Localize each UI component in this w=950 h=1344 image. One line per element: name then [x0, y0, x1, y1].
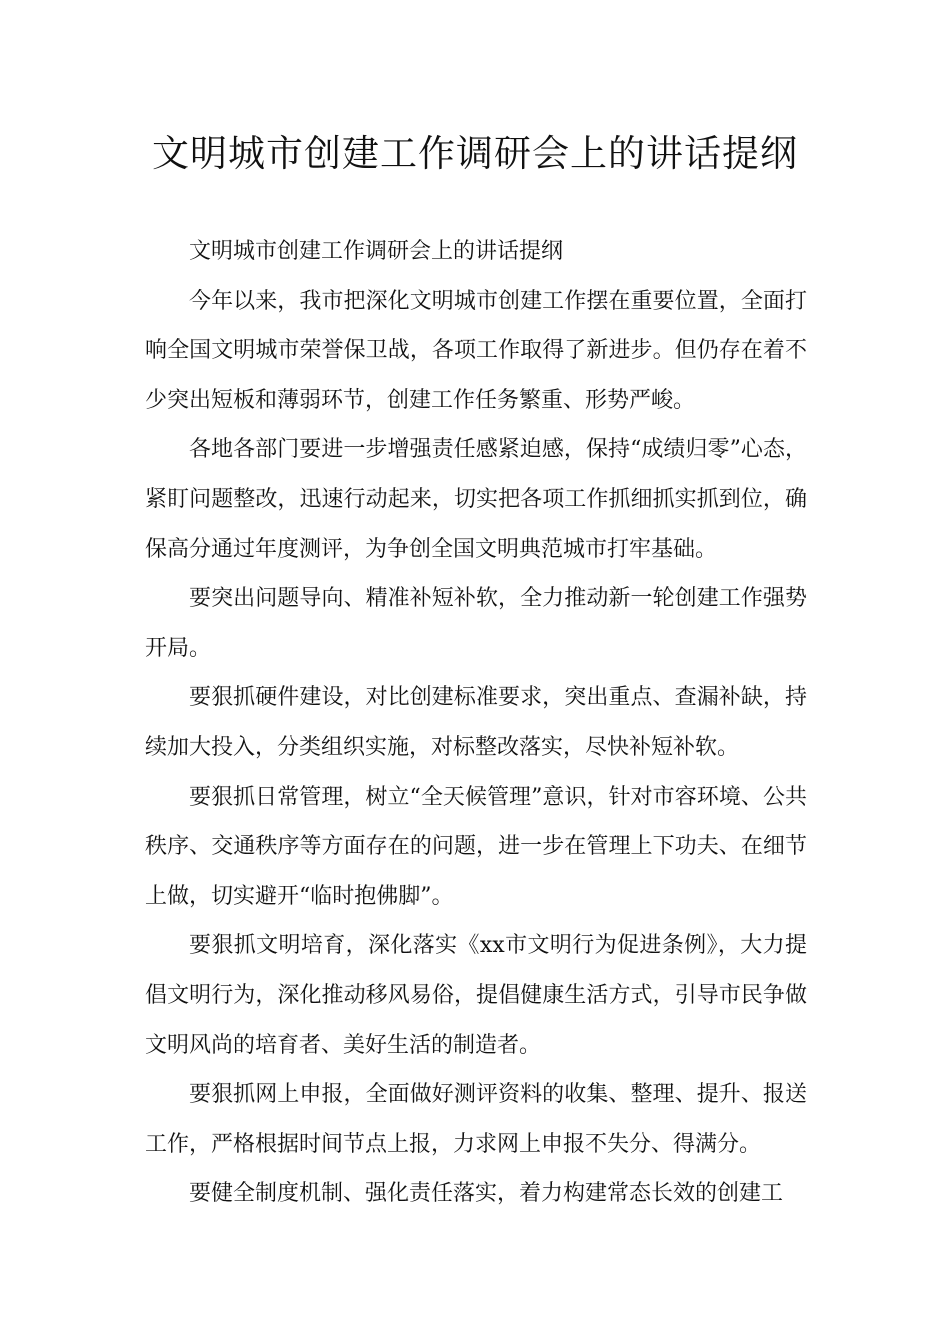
document-title: 文明城市创建工作调研会上的讲话提纲: [152, 132, 798, 175]
document-body: [145, 227, 807, 1219]
paragraph: 要突出问题导向、精准补短补软，全力推动新一轮创建工作强势开局。: [145, 586, 807, 661]
paragraph-subtitle: 文明城市创建工作调研会上的讲话提纲: [189, 239, 564, 264]
paragraph: 要狠抓文明培育，深化落实《xx市文明行为促进条例》，大力提倡文明行为，深化推动移风易俗，提倡健康生活方式，引导市民争做文明风尚的培育者、美好生活的制造者。: [145, 933, 807, 1058]
paragraph: 要狠抓网上申报，全面做好测评资料的收集、整理、提升、报送工作，严格根据时间节点上报，力求网上申报不失分、得满分。: [145, 1082, 807, 1157]
paragraph: 要健全制度机制、强化责任落实，着力构建常态长效的创建工: [189, 1181, 784, 1207]
paragraph: 要狠抓日常管理，树立“全天候管理”意识，针对市容环境、公共秩序、交通秩序等方面存在的问题，进一步在管理上下功夫、在细节上做，切实避开“临时抱佛脚”。: [145, 784, 807, 909]
paragraph: 今年以来，我市把深化文明城市创建工作摆在重要位置，全面打响全国文明城市荣誉保卫战，各项工作取得了新进步。但仍存在着不少突出短板和薄弱环节，创建工作任务繁重、形势严峻。: [145, 288, 807, 413]
paragraph: 要狠抓硬件建设，对比创建标准要求，突出重点、查漏补缺，持续加大投入，分类组织实施，对标整改落实，尽快补短补软。: [145, 685, 807, 760]
paragraph: 各地各部门要进一步增强责任感紧迫感，保持“成绩归零”心态，紧盯问题整改，迅速行动起来，切实把各项工作抓细抓实抓到位，确保高分通过年度测评，为争创全国文明典范城市打牢基础。: [145, 437, 807, 562]
